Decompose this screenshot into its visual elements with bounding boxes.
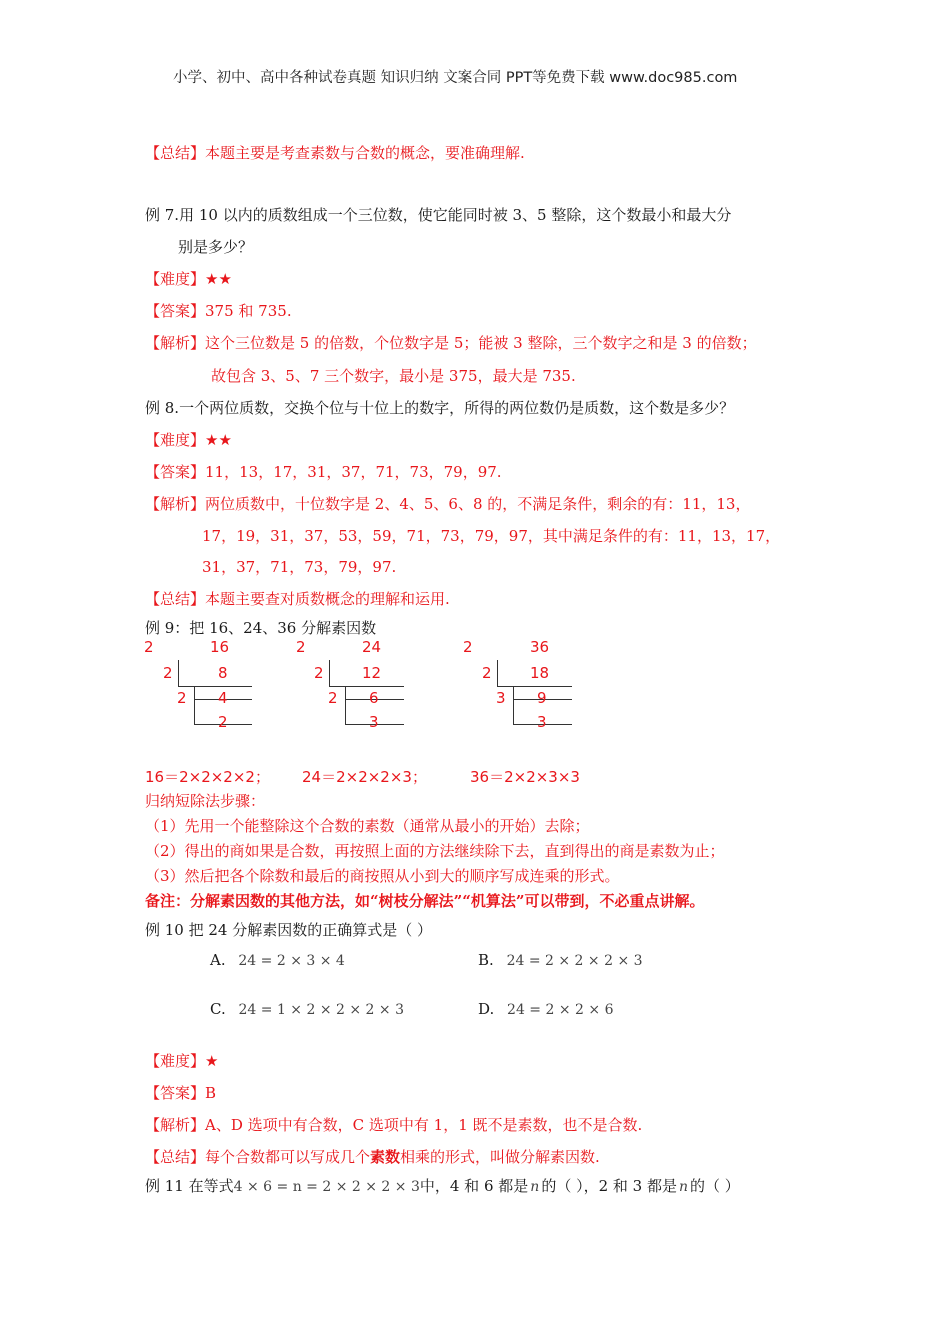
final-quotient: 3 [369, 713, 379, 731]
answer-text: 375 和 735. [205, 302, 292, 320]
answer-text: 11，13，17，31，37，71，73，79，97. [205, 463, 502, 481]
ex8-difficulty [145, 430, 232, 450]
ex10-summary [145, 1147, 600, 1167]
ex7-analysis-line1 [145, 333, 757, 353]
summary-tag: 【总结】 [145, 144, 206, 162]
summary-text: 本题主要查对质数概念的理解和运用. [205, 590, 450, 608]
option-label: D. [478, 1000, 495, 1018]
division-bracket [497, 660, 498, 686]
quotient: 4 [218, 689, 228, 707]
answer-text: B [205, 1084, 217, 1102]
division-bracket [178, 686, 252, 687]
summary-emphasis: 素数 [370, 1148, 401, 1166]
difficulty-stars: ★★ [205, 431, 232, 449]
result-36: 36＝2×2×3×3 [470, 768, 580, 786]
divisor: 2 [314, 664, 324, 682]
result-16: 16＝2×2×2×2； [145, 768, 270, 786]
difficulty-stars: ★★ [205, 270, 232, 288]
ex11-expr: 4 × 6 = n = 2 × 2 × 2 × 3 [233, 1179, 420, 1195]
ex10-analysis [145, 1115, 642, 1135]
analysis-tag: 【解析】 [145, 495, 206, 513]
ex11-mid: 中，4 和 6 都是 [419, 1177, 529, 1195]
ex11-question [145, 1176, 740, 1197]
divisor: 2 [144, 638, 154, 656]
ex11-pre: 例 11 在等式 [145, 1177, 234, 1195]
option-expr: 24 = 2 × 2 × 2 × 3 [506, 953, 643, 969]
division-bracket [329, 660, 330, 686]
ex7-question-line2: 别是多少？ [178, 238, 254, 256]
ex8-analysis-line3: 31，37，71，73，79，97. [202, 558, 397, 576]
division-bracket [178, 660, 179, 686]
division-bracket [194, 686, 195, 724]
divisor: 2 [482, 664, 492, 682]
division-bracket [513, 686, 514, 724]
quotient: 6 [369, 689, 379, 707]
ex9-question: 例 9：把 16、24、36 分解素因数 [145, 619, 377, 637]
ex11-post1: 的（ ），2 和 3 都是 [541, 1177, 677, 1195]
summary-text: 本题主要是考查素数与合数的概念，要准确理解. [205, 144, 525, 162]
final-quotient: 2 [218, 713, 228, 731]
ex7-question-line1: 例 7.用 10 以内的质数组成一个三位数，使它能同时被 3、5 整除，这个数最小和最大分 [145, 206, 732, 224]
option-expr: 24 = 1 × 2 × 2 × 2 × 3 [238, 1002, 405, 1018]
option-d [478, 999, 613, 1020]
dividend: 16 [210, 638, 230, 656]
ex11-post2: 的（ ） [690, 1177, 740, 1195]
option-label: C. [210, 1000, 226, 1018]
division-bracket [329, 686, 404, 687]
quotient: 12 [362, 664, 382, 682]
dividend: 36 [530, 638, 550, 656]
answer-tag: 【答案】 [145, 302, 206, 320]
difficulty-tag: 【难度】 [145, 431, 206, 449]
quotient: 8 [218, 664, 228, 682]
ex7-answer [145, 301, 292, 321]
summary-text-end: 相乘的形式，叫做分解素因数. [400, 1148, 600, 1166]
analysis-text: 两位质数中，十位数字是 2、4、5、6、8 的，不满足条件，剩余的有：11，13， [205, 495, 751, 513]
summary-tag: 【总结】 [145, 1148, 206, 1166]
note: 备注：分解素因数的其他方法，如“树枝分解法”“机算法”可以带到，不必重点讲解。 [145, 892, 705, 910]
option-a [210, 950, 345, 971]
summary-text: 每个合数都可以写成几个 [205, 1148, 371, 1166]
ex7-difficulty [145, 269, 232, 289]
quotient: 18 [530, 664, 550, 682]
ex10-answer [145, 1083, 216, 1103]
option-c [210, 999, 404, 1020]
ex11-var-n: n [530, 1179, 540, 1195]
ex11-var-n-2: n [678, 1179, 689, 1195]
answer-tag: 【答案】 [145, 1084, 206, 1102]
analysis-tag: 【解析】 [145, 1116, 206, 1134]
divisor: 2 [328, 689, 338, 707]
ex10-question: 例 10 把 24 分解素因数的正确算式是（ ） [145, 921, 433, 939]
option-expr: 24 = 2 × 3 × 4 [238, 953, 345, 969]
dividend: 24 [362, 638, 382, 656]
difficulty-tag: 【难度】 [145, 270, 206, 288]
step-3: （3）然后把各个除数和最后的商按照从小到大的顺序写成连乘的形式。 [145, 867, 620, 885]
step-1: （1）先用一个能整除这个合数的素数（通常从最小的开始）去除； [145, 817, 590, 835]
division-bracket [345, 686, 346, 724]
division-bracket [497, 686, 572, 687]
divisor: 2 [177, 689, 187, 707]
answer-tag: 【答案】 [145, 463, 206, 481]
final-quotient: 3 [537, 713, 547, 731]
result-24: 24＝2×2×2×3； [302, 768, 427, 786]
quotient: 9 [537, 689, 547, 707]
ex8-answer [145, 462, 502, 482]
ex8-summary [145, 589, 450, 609]
steps-title: 归纳短除法步骤： [145, 792, 266, 810]
page-header: 小学、初中、高中各种试卷真题 知识归纳 文案合同 PPT等免费下载 www.doc985.com [173, 70, 738, 86]
ex8-analysis-line1 [145, 494, 750, 514]
option-b [478, 950, 643, 971]
option-expr: 24 = 2 × 2 × 6 [507, 1002, 614, 1018]
ex8-question: 例 8.一个两位质数，交换个位与十位上的数字，所得的两位数仍是质数，这个数是多少？ [145, 399, 735, 417]
difficulty-tag: 【难度】 [145, 1052, 206, 1070]
ex8-analysis-line2: 17，19，31，37，53，59，71，73，79，97，其中满足条件的有：11，13，17， [202, 527, 781, 545]
analysis-tag: 【解析】 [145, 334, 206, 352]
step-2: （2）得出的商如果是合数，再按照上面的方法继续除下去，直到得出的商是素数为止； [145, 842, 725, 860]
analysis-text: A、D 选项中有合数，C 选项中有 1，1 既不是素数，也不是合数. [205, 1116, 643, 1134]
ex7-analysis-line2: 故包含 3、5、7 三个数字，最小是 375，最大是 735. [211, 367, 576, 385]
divisor: 2 [296, 638, 306, 656]
summary-tag: 【总结】 [145, 590, 206, 608]
analysis-text: 这个三位数是 5 的倍数，个位数字是 5；能被 3 整除，三个数字之和是 3 的倍数； [205, 334, 757, 352]
divisor: 2 [463, 638, 473, 656]
option-label: A. [210, 951, 226, 969]
summary-prev [145, 143, 525, 163]
divisor: 3 [496, 689, 506, 707]
divisor: 2 [163, 664, 173, 682]
ex10-difficulty [145, 1051, 218, 1071]
difficulty-stars: ★ [205, 1052, 219, 1070]
option-label: B. [478, 951, 494, 969]
